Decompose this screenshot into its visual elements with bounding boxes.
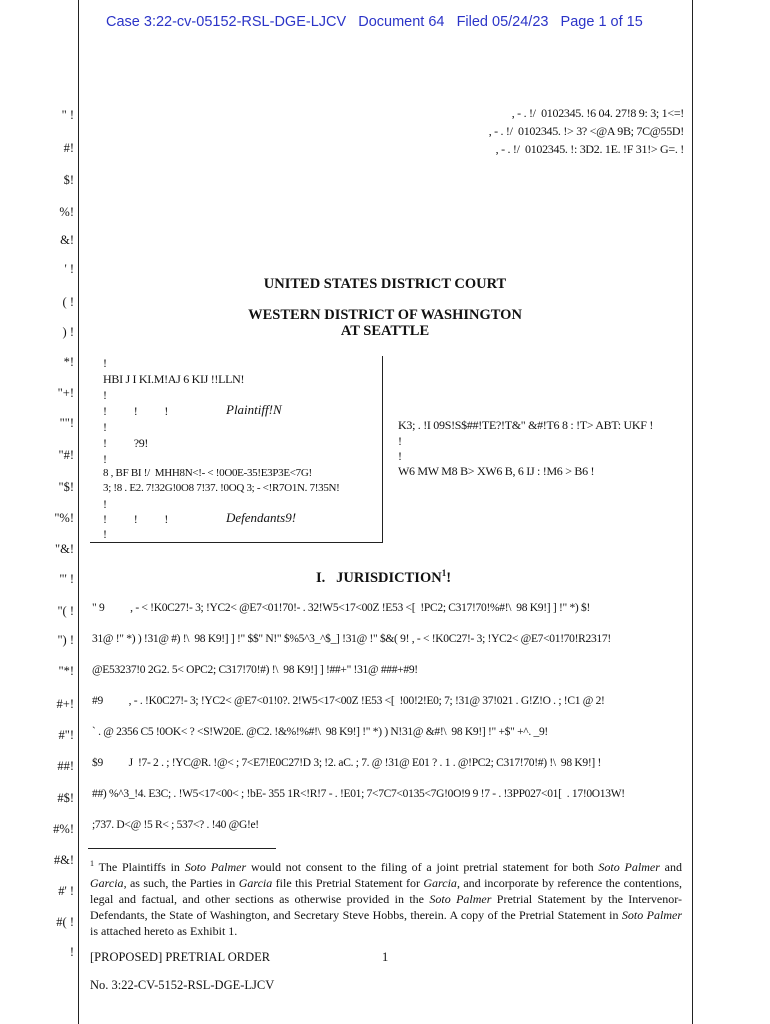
plaintiffs-label: Plaintiff!N xyxy=(226,402,282,417)
line-number: ""! xyxy=(59,416,74,430)
judge-line: , - . !/ 0102345. !: 3D2. 1E. !F 31!> G=. ! xyxy=(495,142,684,156)
body-line: #9 , - . !K0C27!- 3; !YC2< @E7<01!0?. 2!W5<17<00Z !E53 <[ !00!2!E0; 7; !31@ 37!021 . G!Z!O . ; !C1 @ 2! xyxy=(92,695,605,707)
line-number: #( ! xyxy=(56,915,74,929)
defendants-label: Defendants9! xyxy=(226,510,297,525)
footnote-ref: 1 xyxy=(441,568,447,578)
judge-line: , - . !/ 0102345. !> 3? <@A 9B; 7C@55D! xyxy=(488,124,684,138)
footer-case-number: No. 3:22-CV-5152-RSL-DGE-LJCV xyxy=(90,978,275,992)
caption-line: ! xyxy=(103,497,107,511)
caption-plaintiff-names: HBI J I KI.M!AJ 6 KIJ !!LLN! xyxy=(103,372,245,386)
line-number: "$! xyxy=(58,480,74,494)
caption-defendant-names: 3; !8 . E2. 7!32G!0O8 7!37. !0OQ 3; - <!R7O1N. 7!35N! xyxy=(103,482,340,494)
court-name: UNITED STATES DISTRICT COURT xyxy=(263,276,507,292)
body-line: ;737. D<@ !5 R< ; 537<? . !40 @G!e! xyxy=(92,819,259,831)
footnote-1: $^1$ The Plaintiffs in Soto Palmer would not consent to the filing of a joint pretrial statement for both Soto Palmer and Garcia, as such, the Parties in Garcia file this Pretrial Statement for Garcia, and incorporate by reference the contentions, legal and factual, and other sections as otherwise provided in the Soto Palmer Pretrial Statement by the Intervenor-Defendants, the State of Washington, and Secretary Steve Hobbs, therein. A copy of the Pretrial Statement in Soto Palmer is attached hereto as Exhibit 1. xyxy=(90,859,683,938)
caption-line: ! ! ! xyxy=(103,404,169,418)
caption-defendant-names: 8 , BF BI !/ MHH8N<!- < !0O0E-35!E3P3E<7G! xyxy=(103,467,312,479)
caption-versus: ! ?9! xyxy=(103,436,149,450)
line-number: "#! xyxy=(58,448,74,462)
district-name: WESTERN DISTRICT OF WASHINGTON xyxy=(248,307,522,323)
filing-stamp: Case 3:22-cv-05152-RSL-DGE-LJCV Document 64 Filed 05/24/23 Page 1 of 15 xyxy=(106,14,643,30)
caption-line: ! xyxy=(103,388,107,402)
line-number: #+! xyxy=(56,697,74,711)
caption-line: ! xyxy=(103,527,107,541)
line-number: " ! xyxy=(61,108,74,122)
body-line: 31@ !" *) ) !31@ #) !\ 98 K9!] ] !" $$" N!" $%5^3_^$_] !31@ !" $&( 9! , - < !K0C27!- 3; !YC2< @E7<01!70!R2317! xyxy=(92,633,611,645)
court-location: AT SEATTLE xyxy=(340,323,430,339)
line-number: "( ! xyxy=(57,604,74,618)
document-title-line: W6 MW M8 B> XW6 B, 6 IJ : !M6 > B6 ! xyxy=(398,464,595,478)
line-number: "&! xyxy=(55,542,74,556)
caption-line: ! xyxy=(103,452,107,466)
line-number: #&! xyxy=(53,853,74,867)
line-number: #"! xyxy=(58,728,74,742)
body-line: ` . @ 2356 C5 !0OK< ? <S!W20E. @C2. !&%!%#!\ 98 K9!] !" *) ) N!31@ &#!\ 98 K9!] !" +$" +^. _9! xyxy=(92,726,548,738)
footer-page-number: 1 xyxy=(382,950,389,964)
case-number-line: K3; . !I 09S!S$##!TE?!T&" &#!T6 8 : !T> ABT: UKF ! xyxy=(398,418,654,432)
line-number: ") ! xyxy=(57,633,74,647)
footer-document-title: [PROPOSED] PRETRIAL ORDER xyxy=(90,950,271,964)
left-margin-rule xyxy=(78,0,79,1024)
section-heading-jurisdiction: I. JURISDICTION$^1$! xyxy=(316,568,452,586)
line-number: &! xyxy=(60,233,74,247)
line-number: #! xyxy=(63,141,74,155)
line-number: #' ! xyxy=(58,884,74,898)
line-number: "*! xyxy=(58,664,74,678)
body-line: ##) %^3_!4. E3C; . !W5<17<00< ; !bE- 355 1R<!R!7 - . !E01; 7<7C7<0135<7G!0O!9 9 !7 - . !3PP027<01[ . 17!0O13W! xyxy=(92,788,625,800)
caption-right-line: ! xyxy=(398,449,402,463)
caption-line: ! xyxy=(103,420,107,434)
line-number: #$! xyxy=(57,791,74,805)
line-number: #%! xyxy=(53,822,74,836)
line-number: *! xyxy=(63,355,74,369)
body-line: " 9 , - < !K0C27!- 3; !YC2< @E7<01!70!- . 32!W5<17<00Z !E53 <[ !PC2; C317!70!%#!\ 98 K9!] ] !" *) $! xyxy=(92,602,590,614)
caption-right-line: ! xyxy=(398,434,402,448)
body-line: @E53237!0 2G2. 5< OPC2; C317!70!#) !\ 98 K9!] ] !##+" !31@ ###+#9! xyxy=(92,664,418,676)
line-number: "' ! xyxy=(59,572,74,586)
line-number: ##! xyxy=(57,759,74,773)
footnote-separator xyxy=(88,848,276,849)
right-margin-rule xyxy=(692,0,693,1024)
line-number: ' ! xyxy=(64,262,74,276)
body-line: $9 J !7- 2 . ; !YC@R. !@< ; 7<E7!E0C27!D 3; !2. aC. ; 7. @ !31@ E01 ? . 1 . @!PC2; C317!70!#) !\ 98 K9!] ! xyxy=(92,757,601,769)
judge-line: , - . !/ 0102345. !6 04. 27!8 9: 3; 1<=! xyxy=(511,106,684,120)
line-number: "+! xyxy=(57,386,74,400)
line-number: $! xyxy=(63,173,74,187)
line-number: %! xyxy=(59,205,74,219)
line-number: ( ! xyxy=(62,295,74,309)
line-number: "%! xyxy=(54,511,74,525)
caption-line: ! xyxy=(103,356,107,370)
caption-line: ! ! ! xyxy=(103,512,169,526)
line-number: ! xyxy=(69,945,74,959)
line-number: ) ! xyxy=(62,325,74,339)
